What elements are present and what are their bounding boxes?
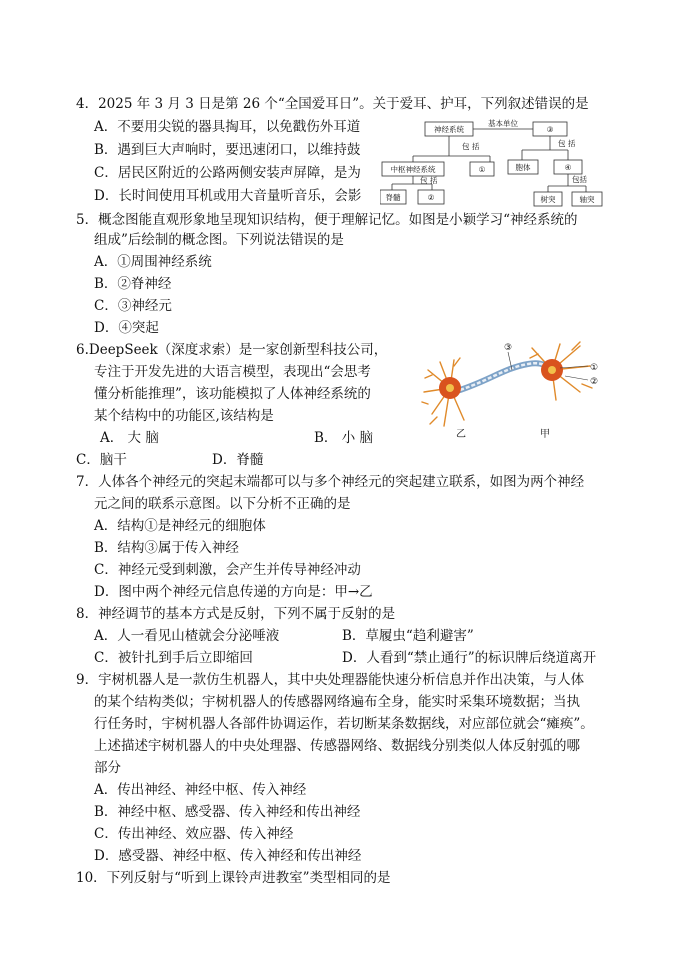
q9-option-a: A．传出神经、神经中枢、传入神经 [94,782,307,798]
neuron-label-jia: 甲 [540,429,550,440]
concept-nervous-system: 神经系统 [434,125,464,134]
q4-option-a: A．不要用尖锐的器具掏耳，以免戳伤外耳道 [94,119,361,135]
q6-line4: 某个结构中的功能区,该结构是 [94,408,274,424]
q9-line4: 上述描述宇树机器人的中央处理器、传感器网络、数据线分别类似人体反射弧的哪 [94,738,580,754]
q7-line2: 元之间的联系示意图。以下分析不正确的是 [94,496,351,512]
concept-basic-unit: 基本单位 [488,119,518,128]
q4-option-c: C．居民区附近的公路两侧安装声屏障，是为 [94,165,361,181]
q10-stem: 10．下列反射与“听到上课铃声进教室”类型相同的是 [76,870,391,886]
q5-stem-line2: 组成”后绘制的概念图。下列说法错误的是 [94,232,344,248]
q9-option-d: D．感受器、神经中枢、传入神经和传出神经 [94,848,362,864]
concept-include-2: 包 括 [558,139,576,148]
q9-line1: 9．宇树机器人是一款仿生机器人，其中央处理器能快速分析信息并作出决策，与人体 [76,672,585,688]
q8-option-d: D．人看到“禁止通行”的标识牌后绕道离开 [342,650,597,666]
q9-line5: 部分 [94,760,121,776]
q8-option-a: A．人一看见山楂就会分泌唾液 [94,628,280,644]
concept-node-1: ① [478,165,486,174]
q7-option-d: D．图中两个神经元信息传递的方向是：甲→乙 [94,584,373,600]
concept-cns: 中枢神经系统 [390,165,436,174]
q7-option-c: C．神经元受到刺激，会产生并传导神经冲动 [94,562,361,578]
q6-option-c: C．脑干 [76,452,127,468]
q7-option-a: A．结构①是神经元的细胞体 [94,518,266,534]
neuron-label-2: ② [590,377,599,387]
q5-option-c: C．③神经元 [94,298,172,314]
q5-option-d: D．④突起 [94,320,159,336]
concept-node-2: ② [427,193,435,202]
q7-option-b: B．结构③属于传入神经 [94,540,239,556]
q9-option-c: C．传出神经、效应器、传入神经 [94,826,294,842]
q6-option-a: A． 大 脑 [100,430,159,446]
q5-option-a: A．①周围神经系统 [94,254,212,270]
neuron-label-3: ③ [504,343,513,353]
neuron-label-1: ① [590,363,599,373]
q4-stem: 4．2025 年 3 月 3 日是第 26 个“全国爱耳日”。关于爱耳、护耳，下列叙述错误的是 [76,96,589,112]
concept-include-3: 包 括 [420,176,438,185]
q6-option-d: D．脊髓 [212,452,264,468]
q6-line3: 懂分析能推理”，该功能模拟了人体神经系统的 [94,386,371,402]
concept-spinal-cord: 脊髓 [385,193,401,202]
q6-option-b: B． 小 脑 [314,430,374,446]
q5-option-b: B．②脊神经 [94,276,172,292]
q4-option-d: D．长时间使用耳机或用大音量听音乐，会影 [94,188,362,204]
q6-line1: 6.DeepSeek（深度求索）是一家创新型科技公司， [76,342,388,358]
concept-cell-body: 胞体 [515,163,531,172]
q9-line2: 的某个结构类似；宇树机器人的传感器网络遍布全身，能实时采集环境数据；当执 [94,694,580,710]
q4-option-b: B．遇到巨大声响时，要迅速闭口，以维持鼓 [94,142,361,158]
concept-include-1: 包 括 [462,142,480,151]
q7-line1: 7．人体各个神经元的突起末端都可以与多个神经元的突起建立联系，如图为两个神经 [76,474,585,490]
concept-axon: 轴突 [579,195,595,204]
concept-include-4: 包括 [572,175,587,184]
q9-line3: 行任务时，宇树机器人各部件协调运作，若切断某条数据线，对应部位就会“瘫痪”。 [94,716,594,732]
q5-stem-line1: 5．概念图能直观形象地呈现知识结构，便于理解记忆。如图是小颖学习“神经系统的 [76,212,578,228]
concept-map-diagram [380,114,612,212]
concept-node-3: ③ [546,125,554,134]
neuron-connection-figure [420,340,610,442]
concept-node-4: ④ [564,163,572,172]
neuron-label-yi: 乙 [456,429,466,440]
q8-option-c: C．被针扎到手后立即缩回 [94,650,253,666]
q8-stem: 8．神经调节的基本方式是反射，下列不属于反射的是 [76,606,396,622]
q6-line2: 专注于开发先进的大语言模型，表现出“会思考 [94,364,371,380]
q9-option-b: B．神经中枢、感受器、传入神经和传出神经 [94,804,361,820]
concept-dendrite: 树突 [540,195,556,204]
q8-option-b: B．草履虫“趋利避害” [342,628,474,644]
